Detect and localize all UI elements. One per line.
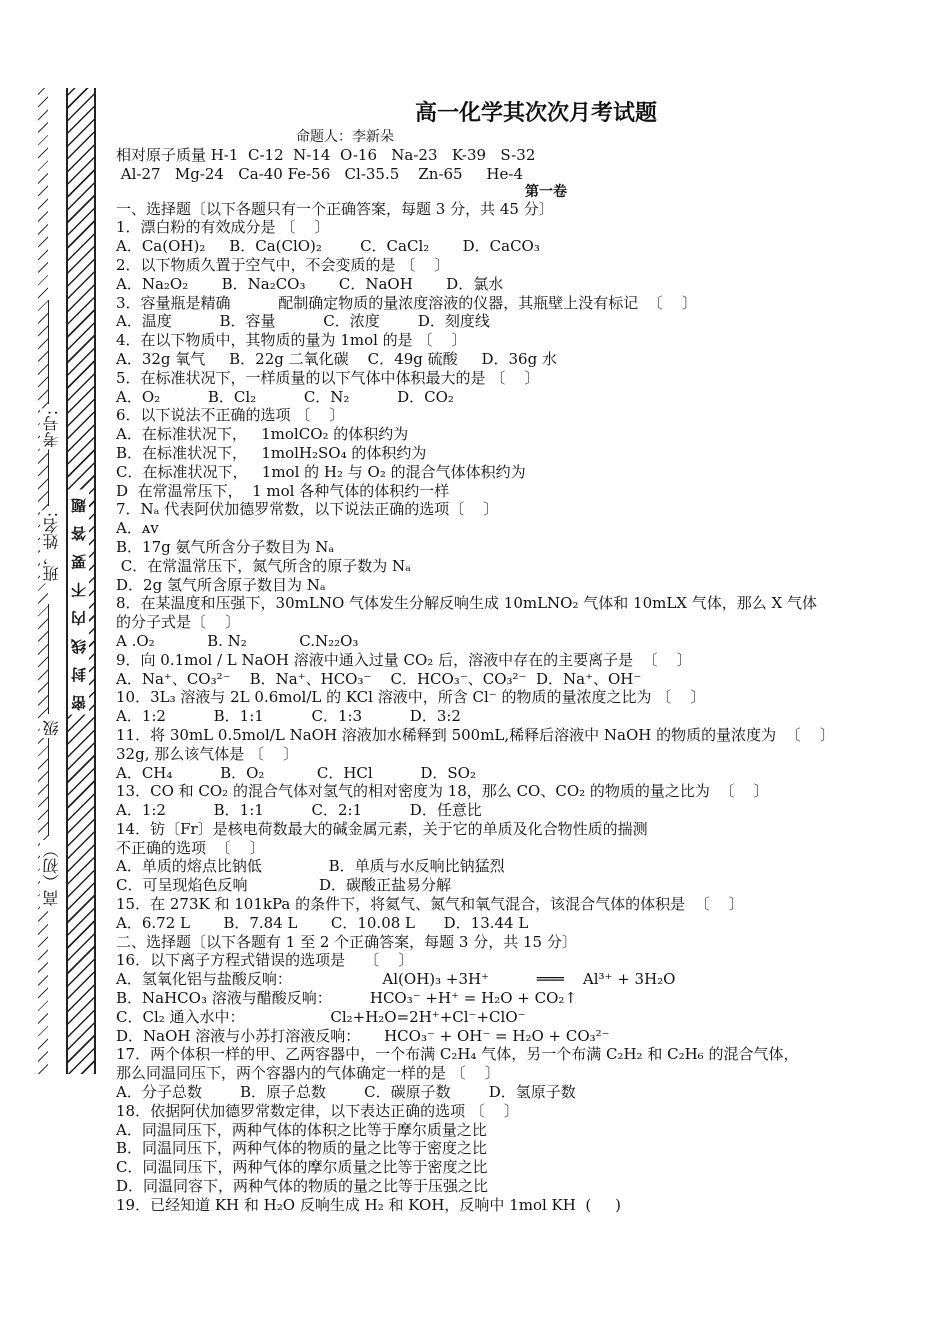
- question-line: A．同温同压下，两种气体的体积之比等于摩尔质量之比: [116, 1120, 487, 1139]
- question-line: C．Cl₂ 通入水中： Cl₂+H₂O=2H⁺+Cl⁻+ClO⁻: [116, 1007, 526, 1026]
- question-line: B．在标准状况下， 1molH₂SO₄ 的体积约为: [116, 443, 427, 462]
- author-line: 命题人：李新朵: [296, 129, 394, 145]
- question-line: 那么同温同压下，两个容器内的气体确定一样的是 〔 〕: [116, 1064, 500, 1083]
- question-line: A．单质的熔点比钠低 B．单质与水反响比钠猛烈: [116, 857, 505, 876]
- question-line: B．同温同压下，两种气体的物质的量之比等于密度之比: [116, 1139, 488, 1158]
- question-line: A．Na₂O₂ B．Na₂CO₃ C．NaOH D．氯水: [116, 274, 504, 293]
- grade-char: 级: [42, 720, 61, 736]
- exam-number-blank: [48, 300, 49, 404]
- grade-blank: [48, 738, 49, 836]
- question-line: 9．向 0.1mol / L NaOH 溶液中通入过量 CO₂ 后，溶液中存在的主要离子是 〔 〕: [116, 650, 692, 669]
- question-line: A .O₂ B. N₂ C.N₂₂O₃: [116, 631, 359, 650]
- class-name-label: 班，姓名:: [42, 512, 61, 582]
- question-line: A．Na⁺、CO₃²⁻ B．Na⁺、HCO₃⁻ C．HCO₃⁻、CO₃²⁻ D．Na⁺、OH⁻: [116, 669, 642, 688]
- question-line: 18．依据阿伏加德罗常数定律，以下表达正确的选项 〔 〕: [116, 1101, 519, 1120]
- question-line: A．氢氧化铝与盐酸反响： Al(OH)₃ +3H⁺ ═══ Al³⁺ + 3H₂O: [116, 970, 676, 989]
- question-line: 10．3L₃ 溶液与 2L 0.6mol/L 的 KCl 溶液中，所含 Cl⁻ 的物质的量浓度之比为 〔 〕: [116, 688, 706, 707]
- question-line: D．2g 氢气所含原子数目为 Nₐ: [116, 575, 326, 594]
- question-line: 3．容量瓶是精确 配制确定物质的量浓度溶液的仪器，其瓶壁上没有标记 〔 〕: [116, 293, 697, 312]
- name-blank: [48, 440, 49, 506]
- question-line: D．NaOH 溶液与小苏打溶液反响： HCO₃⁻ + OH⁻ = H₂O + CO₃²⁻: [116, 1026, 610, 1045]
- section-1-heading: 一、选择题〔以下各题只有一个正确答案，每题 3 分，共 45 分〕: [116, 199, 554, 218]
- question-line: 二、选择题〔以下各题有 1 至 2 个正确答案，每题 3 分，共 15 分〕: [116, 932, 577, 951]
- question-line: A．CH₄ B．O₂ C．HCl D．SO₂: [116, 763, 476, 782]
- question-line: 19．已经知道 KH 和 H₂O 反响生成 H₂ 和 KOH，反响中 1mol KH ( ): [116, 1195, 621, 1214]
- question-line: 11．将 30mL 0.5mol/L NaOH 溶液加水稀释到 500mL,稀释后溶液中 NaOH 的物质的量浓度为 〔 〕: [116, 725, 835, 744]
- exam-number-label: 考号:: [42, 410, 61, 448]
- volume-heading: 第一卷: [525, 183, 567, 200]
- question-line: 16．以下离子方程式错误的选项是 〔 〕: [116, 951, 414, 970]
- question-line: 不正确的选项 〔 〕: [116, 838, 265, 857]
- question-line: 8．在某温度和压强下，30mLNO 气体发生分解反响生成 10mLNO₂ 气体和 10mLX 气体，那么 X 气体: [116, 594, 817, 613]
- atomic-masses-line-2: Al-27 Mg-24 Ca-40 Fe-56 Cl-35.5 Zn-65 He-4: [116, 164, 524, 183]
- question-line: B．17g 氨气所含分子数目为 Nₐ: [116, 537, 335, 556]
- question-line: 32g, 那么该气体是 〔 〕: [116, 744, 299, 763]
- question-line: A．ᴀᴠ: [116, 519, 159, 538]
- question-line: B．NaHCO₃ 溶液与醋酸反响： HCO₃⁻ +H⁺ = H₂O + CO₂↑: [116, 989, 577, 1008]
- question-line: C．同温同压下，两种气体的摩尔质量之比等于密度之比: [116, 1158, 488, 1177]
- question-line: A．32g 氧气 B．22g 二氧化碳 C．49g 硫酸 D．36g 水: [116, 349, 557, 368]
- class-blank: [48, 604, 49, 714]
- question-line: 17．两个体积一样的甲、乙两容器中，一个布满 C₂H₄ 气体，另一个布满 C₂H₂ 和 C₂H₆ 的混合气体，: [116, 1045, 799, 1064]
- question-line: C．在标准状况下， 1mol 的 H₂ 与 O₂ 的混合气体体积约为: [116, 462, 526, 481]
- question-line: A．1:2 B．1:1 C．2:1 D．任意比: [116, 801, 482, 820]
- question-line: A．在标准状况下， 1molCO₂ 的体积约为: [116, 425, 409, 444]
- seal-note: 密 封 线 内 不 要 答 题: [68, 490, 89, 715]
- grade-label: 高（初）: [42, 842, 61, 906]
- question-line: A．6.72 L B．7.84 L C．10.08 L D．13.44 L: [116, 913, 529, 932]
- page-title: 高一化学其次次月考试题: [414, 101, 657, 126]
- question-line: 6．以下说法不正确的选项 〔 〕: [116, 406, 345, 425]
- question-line: A．Ca(OH)₂ B．Ca(ClO)₂ C．CaCl₂ D．CaCO₃: [116, 237, 540, 256]
- question-list: [116, 218, 936, 1214]
- question-line: 15．在 273K 和 101kPa 的条件下，将氦气、氮气和氧气混合，该混合气体的体积是 〔 〕: [116, 895, 744, 914]
- question-line: 5．在标准状况下，一样质量的以下气体中体积最大的是 〔 〕: [116, 368, 540, 387]
- question-line: 4．在以下物质中，其物质的量为 1mol 的是 〔 〕: [116, 331, 467, 350]
- question-line: 7．Nₐ 代表阿伏加德罗常数，以下说法正确的选项〔 〕: [116, 500, 499, 519]
- question-line: C．可呈现焰色反响 D．碳酸正盐易分解: [116, 876, 452, 895]
- question-line: D 在常温常压下， 1 mol 各种气体的体积约一样: [116, 481, 450, 500]
- question-line: 1．漂白粉的有效成分是 〔 〕: [116, 218, 330, 237]
- question-line: 14．钫〔Fr〕是核电荷数最大的碱金属元素，关于它的单质及化合物性质的揣测: [116, 819, 648, 838]
- atomic-masses-line-1: 相对原子质量 H-1 C-12 N-14 O-16 Na-23 K-39 S-32: [116, 146, 536, 164]
- question-line: 13．CO 和 CO₂ 的混合气体对氢气的相对密度为 18，那么 CO、CO₂ 的物质的量之比为 〔 〕: [116, 782, 769, 801]
- question-line: 的分子式是〔 〕: [116, 613, 241, 632]
- question-line: C．在常温常压下，氮气所含的原子数为 Nₐ: [116, 556, 411, 575]
- question-line: A．温度 B．容量 C．浓度 D．刻度线: [116, 312, 490, 331]
- question-line: A．1:2 B．1:1 C．1:3 D．3:2: [116, 707, 461, 726]
- question-line: A．分子总数 B．原子总数 C．碳原子数 D．氢原子数: [116, 1083, 576, 1102]
- exam-document: [116, 100, 936, 1215]
- question-line: 2．以下物质久置于空气中，不会变质的是 〔 〕: [116, 255, 450, 274]
- question-line: D．同温同容下，两种气体的物质的量之比等于压强之比: [116, 1177, 489, 1196]
- question-line: A．O₂ B．Cl₂ C．N₂ D．CO₂: [116, 387, 454, 406]
